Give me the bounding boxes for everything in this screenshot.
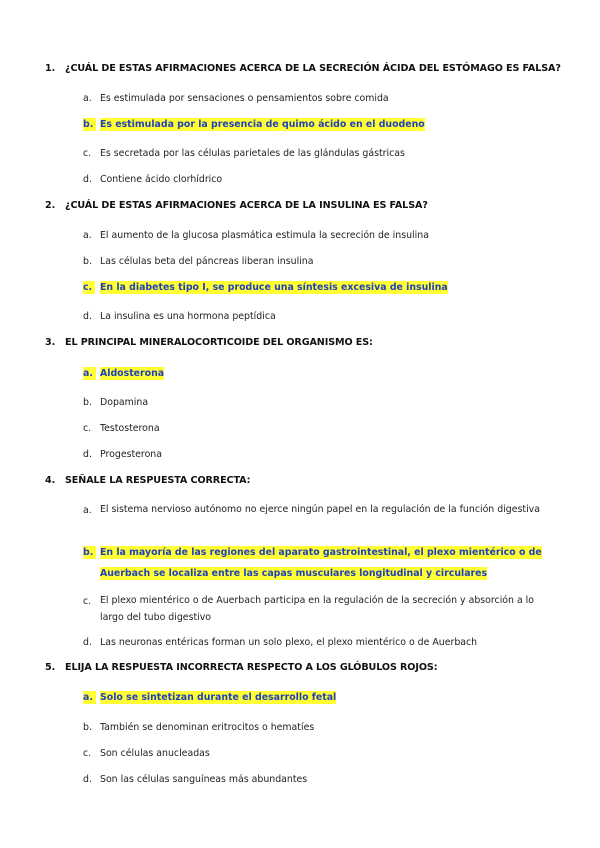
option-letter: d.: [83, 311, 92, 322]
question-text: ELIJA LA RESPUESTA INCORRECTA RESPECTO A LOS GLÓBULOS ROJOS:: [65, 662, 438, 673]
option-letter: c.: [83, 748, 92, 759]
question-number: 4.: [45, 475, 56, 486]
option-letter: b.: [83, 118, 96, 131]
question-text: ¿CUÁL DE ESTAS AFIRMACIONES ACERCA DE LA SECRECIÓN ÁCIDA DEL ESTÓMAGO ES FALSA?: [65, 63, 561, 74]
option-text: Las células beta del páncreas liberan insulina: [100, 256, 314, 267]
question-1-option-c: [83, 144, 553, 163]
option-letter: a.: [83, 93, 92, 104]
option-letter: c.: [83, 148, 92, 159]
question-4-option-d: [83, 633, 553, 652]
question-4-option-c: [83, 592, 553, 626]
option-text: El plexo mientérico o de Auerbach participa en la regulación de la secreción y absorción a lo largo del tubo digestivo: [100, 595, 535, 623]
question-2-option-b: [83, 252, 553, 271]
question-3-option-c: [83, 419, 553, 438]
question-2-option-a: [83, 226, 553, 245]
question-1-option-b-answer: [83, 115, 553, 134]
option-letter: d.: [83, 774, 92, 785]
option-text: Testosterona: [100, 423, 160, 434]
option-text: Son las células sanguíneas más abundantes: [100, 774, 308, 785]
question-5-option-b: [83, 718, 553, 737]
question-4-option-b-answer: [83, 542, 553, 584]
question-2-option-d: [83, 307, 553, 326]
option-letter: b.: [83, 722, 92, 733]
question-3-option-b: [83, 393, 553, 412]
option-text: El aumento de la glucosa plasmática estimula la secreción de insulina: [100, 230, 429, 241]
question-1-option-a: [83, 89, 553, 108]
option-letter: d.: [83, 637, 92, 648]
option-text: Es secretada por las células parietales de las glándulas gástricas: [100, 148, 405, 159]
question-text: SEÑALE LA RESPUESTA CORRECTA:: [65, 475, 251, 486]
question-text: EL PRINCIPAL MINERALOCORTICOIDE DEL ORGANISMO ES:: [65, 337, 373, 348]
question-5-option-c: [83, 744, 553, 763]
option-text: También se denominan eritrocitos o hematíes: [100, 722, 315, 733]
question-5-option-d: [83, 770, 553, 789]
option-text-highlighted: Solo se sintetizan durante el desarrollo fetal: [100, 692, 337, 703]
question-number: 5.: [45, 662, 56, 673]
question-1-option-d: [83, 170, 553, 189]
question-2-title: [45, 200, 428, 211]
option-text-highlighted: Es estimulada por la presencia de quimo ácido en el duodeno: [100, 119, 425, 130]
question-5-option-a-answer: [83, 688, 553, 707]
option-text: Dopamina: [100, 397, 149, 408]
option-letter: a.: [83, 230, 92, 241]
option-letter: c.: [83, 596, 92, 607]
option-letter: b.: [83, 256, 92, 267]
option-letter: b.: [83, 546, 96, 559]
option-letter: a.: [83, 691, 96, 704]
question-text: ¿CUÁL DE ESTAS AFIRMACIONES ACERCA DE LA INSULINA ES FALSA?: [65, 200, 428, 211]
option-text-highlighted: Aldosterona: [100, 368, 165, 379]
question-2-option-c-answer: [83, 278, 553, 297]
option-letter: a.: [83, 367, 96, 380]
question-4-title: [45, 475, 250, 486]
option-letter: c.: [83, 423, 92, 434]
option-text: Progesterona: [100, 449, 162, 460]
option-text: Es estimulada por sensaciones o pensamientos sobre comida: [100, 93, 389, 104]
option-text: La insulina es una hormona peptídica: [100, 311, 276, 322]
option-text: Las neuronas entéricas forman un solo plexo, el plexo mientérico o de Auerbach: [100, 637, 478, 648]
question-3-option-a-answer: [83, 364, 553, 383]
option-letter: c.: [83, 281, 95, 294]
option-text-highlighted: En la mayoría de las regiones del aparato gastrointestinal, el plexo mientérico o de Auerbach se localiza entre las capas musculares longitudinal y circulares: [100, 547, 542, 579]
question-number: 2.: [45, 200, 56, 211]
option-letter: b.: [83, 397, 92, 408]
question-number: 1.: [45, 63, 56, 74]
option-letter: d.: [83, 449, 92, 460]
question-3-title: [45, 337, 373, 348]
question-4-option-a: [83, 501, 553, 518]
option-text-highlighted: En la diabetes tipo I, se produce una síntesis excesiva de insulina: [100, 282, 448, 293]
question-5-title: [45, 662, 437, 673]
question-number: 3.: [45, 337, 56, 348]
option-text: El sistema nervioso autónomo no ejerce ningún papel en la regulación de la función digestiva: [100, 504, 540, 515]
option-text: Contiene ácido clorhídrico: [100, 174, 223, 185]
option-text: Son células anucleadas: [100, 748, 210, 759]
option-letter: d.: [83, 174, 92, 185]
question-1-title: [45, 63, 561, 74]
option-letter: a.: [83, 505, 92, 516]
question-3-option-d: [83, 445, 553, 464]
